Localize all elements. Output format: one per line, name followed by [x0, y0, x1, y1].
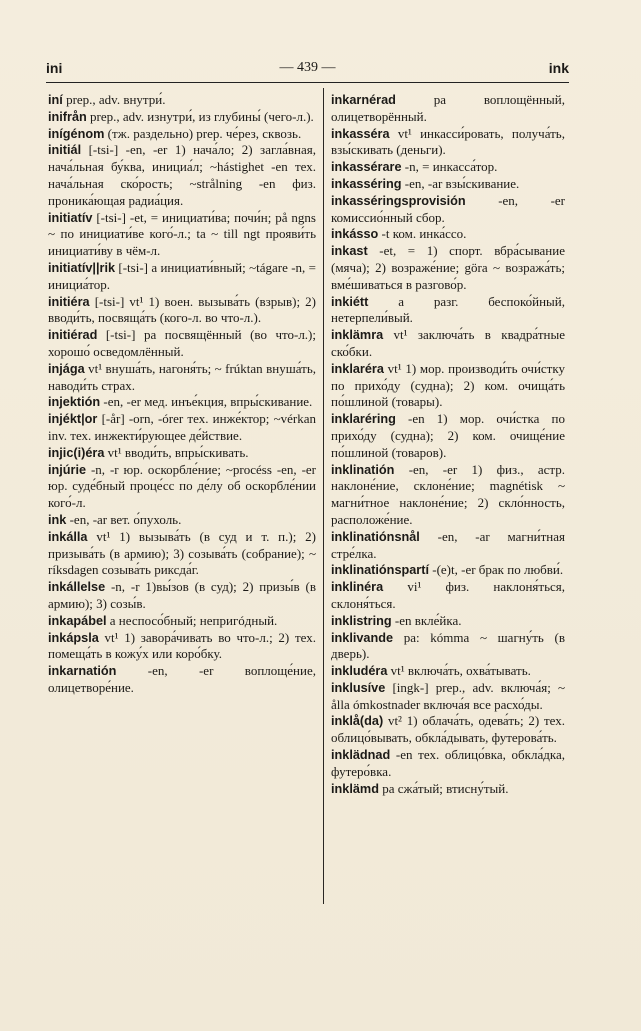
entry-definition: vi¹ физ. наклоня́ться, склоня́ться.	[331, 579, 565, 611]
dictionary-entry	[331, 630, 565, 664]
dictionary-entry	[331, 226, 565, 243]
entry-headword: inifrån	[48, 109, 87, 124]
entry-headword: injúrie	[48, 462, 87, 477]
entry-headword: inklädnad	[331, 748, 391, 763]
dictionary-entry	[48, 445, 316, 462]
dictionary-entry	[48, 394, 316, 411]
entry-headword: inkapábel	[48, 613, 107, 628]
page-header	[46, 58, 569, 83]
entry-headword: inkásso	[331, 227, 379, 242]
dictionary-entry	[331, 294, 565, 328]
entry-headword: inklämra	[331, 328, 384, 343]
entry-definition: -n, -r 1)вы́зов (в суд); 2) призы́в (в армию); 3) созы́в.	[48, 579, 316, 611]
dictionary-entry	[48, 126, 316, 143]
entry-definition: prep., adv. изнутри́, из глубины́ (чего-л.).	[86, 108, 314, 124]
dictionary-entry	[48, 142, 316, 209]
entry-definition: -en, -er комиссио́нный сбор.	[331, 192, 565, 225]
entry-definition: vt¹ 1) мор. производи́ть очи́стку по прихо́ду (судна); 2) ком. очища́ть по́шлиной (товары).	[331, 360, 565, 410]
dictionary-entry	[48, 613, 316, 630]
entry-definition: [-år] -orn, -órer тех. инже́ктор; ~vérkan inv. тех. инжекти́рующее де́йствие.	[48, 411, 316, 443]
entry-headword: inklistring	[331, 613, 392, 628]
entry-definition: vt¹ 1) вызыва́ть (в суд и т. п.); 2) призыва́ть (в армию); 3) созыва́ть (собрание); ~ ríksdagen созыва́ть риксда́г.	[48, 528, 316, 578]
entry-headword: injága	[48, 361, 85, 376]
entry-headword: injektión	[48, 395, 101, 410]
dictionary-entry	[48, 512, 316, 529]
dictionary-entry	[48, 529, 316, 579]
entry-headword: ink	[48, 512, 67, 527]
entry-definition: vt¹ вводи́ть, впры́скивать.	[104, 444, 249, 460]
dictionary-entry	[48, 663, 316, 697]
header-first-word: ini	[46, 60, 63, 76]
entry-definition: [-tsi-] -en, -er 1) нача́ло; 2) загла́вная, нача́льная бу́ква, инициа́л; ~hástighet -en тех. нача́льная ско́рость; ~strålning -en физ. проника́ющая радиа́ция.	[48, 142, 316, 208]
dictionary-entry	[331, 193, 565, 227]
dictionary-entry	[331, 462, 565, 529]
entry-definition: -en, -er 1) физ., астр. наклоне́ние, склоне́ние; magnétisk ~ магни́тное наклоне́ние; 2) скло́нность, расположе́ние.	[331, 461, 565, 527]
entry-headword: inklaréra	[331, 361, 384, 376]
entry-headword: inklinéra	[331, 580, 384, 595]
entry-headword: inklaréring	[331, 412, 396, 427]
entry-headword: injékt|or	[48, 412, 98, 427]
entry-headword: inkiétt	[331, 294, 369, 309]
dictionary-entry	[331, 327, 565, 361]
entry-definition: -en, -ar вет. о́пухоль.	[66, 511, 182, 527]
entry-headword: initiál	[48, 143, 82, 158]
entry-definition: (тж. раздельно) prep. че́рез, сквозь.	[104, 125, 302, 141]
dictionary-entry	[331, 781, 565, 798]
dictionary-entry	[331, 126, 565, 160]
dictionary-entry	[331, 562, 565, 579]
entry-headword: inklå(da)	[331, 714, 384, 729]
entry-headword: initiérad	[48, 328, 98, 343]
entry-headword: inklämd	[331, 781, 379, 796]
entry-definition: a неспосо́бный; непригóдный.	[106, 612, 278, 628]
entry-headword: inkállelse	[48, 580, 106, 595]
dictionary-entry	[48, 411, 316, 445]
entry-definition: [-tsi-] pa посвящённый (во что-л.); хорошо́ осведомлённый.	[48, 327, 316, 359]
entry-headword: inklinatiónsnål	[331, 529, 420, 544]
entry-definition: -en 1) мор. очи́стка по прихо́ду (судна); 2) ком. очище́ние по́шлиной (товаров).	[331, 411, 565, 460]
header-last-word: ink	[548, 60, 569, 76]
entry-headword: inklivande	[331, 630, 394, 645]
entry-definition: -t ком. инка́ссо.	[378, 226, 467, 242]
entry-definition: -n, -r юр. оскорбле́ние; ~procéss -en, -er юр. суде́бный проце́сс по де́лу об оскорбле́нии кого́-л.	[48, 461, 316, 511]
entry-headword: inklinatiónspartí	[331, 563, 429, 578]
dictionary-entry	[48, 361, 316, 395]
dictionary-entry	[331, 92, 565, 126]
dictionary-entry	[331, 713, 565, 747]
entry-definition: [-tsi-] vt¹ 1) воен. вызыва́ть (взрыв); 2) вводи́ть, посвяща́ть (кого-л. во что-л.).	[48, 293, 316, 326]
dictionary-entry	[331, 747, 565, 781]
dictionary-entry	[48, 579, 316, 613]
entry-definition: -en тех. облицо́вка, обкла́дка, футеро́вка.	[331, 747, 565, 779]
entry-headword: injic(i)éra	[48, 445, 105, 460]
entry-definition: -en, -er мед. инъе́кция, впры́скивание.	[100, 394, 313, 410]
entry-definition: -(e)t, -er брак по любви́.	[429, 562, 564, 578]
entry-definition: -en, -ar магни́тная стре́лка.	[331, 528, 565, 561]
entry-headword: inkasséringsprovisión	[331, 193, 466, 208]
right-column	[331, 92, 565, 797]
entry-headword: inkludéra	[331, 664, 388, 679]
entry-headword: inkarnérad	[331, 93, 396, 107]
dictionary-entry	[48, 630, 316, 664]
dictionary-entry	[331, 579, 565, 613]
dictionary-entry	[48, 294, 316, 328]
dictionary-entry	[48, 109, 316, 126]
dictionary-entry	[48, 327, 316, 361]
entry-definition: vt¹ внуша́ть, нагоня́ть; ~ frúktan внуша́ть, наводи́ть страх.	[48, 360, 316, 393]
entry-headword: inkálla	[48, 529, 88, 544]
page-number: — 439 —	[279, 60, 336, 75]
entry-definition: vt¹ включа́ть, охва́тывать.	[387, 663, 531, 679]
entry-definition: [ingk-] prep., adv. включа́я; ~ ålla ómkostnader включа́я все расхо́ды.	[331, 679, 565, 712]
entry-definition: [-tsi-] a инициати́вный; ~tágare -n, = инициа́тор.	[48, 259, 316, 292]
entry-definition: pa сжа́тый; втисну́тый.	[378, 780, 509, 796]
entry-definition: -en, -ar взы́скивание.	[401, 175, 520, 191]
entry-definition: -en вкле́йка.	[391, 612, 462, 628]
entry-headword: inkarnatión	[48, 664, 117, 679]
entry-headword: inkápsla	[48, 630, 99, 645]
dictionary-entry	[48, 210, 316, 260]
entry-definition: -et, = 1) спорт. вбра́сывание (мяча); 2) возраже́ние; göra ~ возража́ть; вме́шиваться в разгово́р.	[331, 243, 565, 292]
entry-headword: inkasséring	[331, 176, 402, 191]
dictionary-entry	[331, 680, 565, 714]
entry-definition: a разг. беспоко́йный, нетерпели́вый.	[331, 293, 565, 326]
dictionary-entry	[331, 663, 565, 680]
left-column	[48, 92, 316, 697]
entry-headword: inígénom	[48, 126, 105, 141]
entry-definition: vt² 1) облача́ть, одева́ть; 2) тех. облицо́вывать, обкла́дывать, футерова́ть.	[331, 713, 565, 746]
entry-headword: initiéra	[48, 294, 90, 309]
entry-definition: -n, = инкасса́тор.	[401, 159, 498, 175]
entry-definition: pa воплощённый, олицетворённый.	[331, 92, 565, 124]
entry-headword: initiatív||rik	[48, 260, 116, 275]
dictionary-entry	[48, 260, 316, 294]
dictionary-entry	[331, 243, 565, 293]
entry-definition: prep., adv. внутри́.	[62, 92, 166, 107]
entry-headword: inklusíve	[331, 680, 386, 695]
entry-headword: initiatív	[48, 210, 93, 225]
entry-headword: inkasséra	[331, 126, 390, 141]
entry-headword: inkast	[331, 244, 368, 259]
entry-definition: vt¹ инкасси́ровать, получа́ть, взы́скивать (деньги).	[331, 125, 565, 158]
dictionary-entry	[48, 462, 316, 512]
dictionary-entry	[331, 159, 565, 176]
entry-definition: vt¹ 1) завора́чивать во что-л.; 2) тех. помеща́ть в кожу́х или коро́бку.	[48, 629, 316, 662]
dictionary-entry	[331, 613, 565, 630]
entry-definition: pa: kómma ~ шагну́ть (в дверь).	[331, 629, 565, 662]
dictionary-entry	[48, 92, 316, 109]
dictionary-entry	[331, 411, 565, 461]
column-divider	[323, 88, 324, 904]
entry-definition: -en, -er воплоще́ние, олицетворе́ние.	[48, 663, 316, 695]
entry-headword: iní	[48, 93, 63, 107]
entry-definition: vt¹ заключа́ть в квадра́тные ско́бки.	[331, 327, 565, 359]
entry-definition: [-tsi-] -et, = инициати́ва; почи́н; på ngns ~ по инициати́ве кого́-л.; ta ~ till ngt прояви́ть инициати́ву в чём-л.	[48, 209, 316, 259]
entry-headword: inkassérare	[331, 160, 402, 175]
dictionary-entry	[331, 529, 565, 563]
entry-headword: inklinatión	[331, 462, 395, 477]
dictionary-entry	[331, 176, 565, 193]
dictionary-entry	[331, 361, 565, 411]
